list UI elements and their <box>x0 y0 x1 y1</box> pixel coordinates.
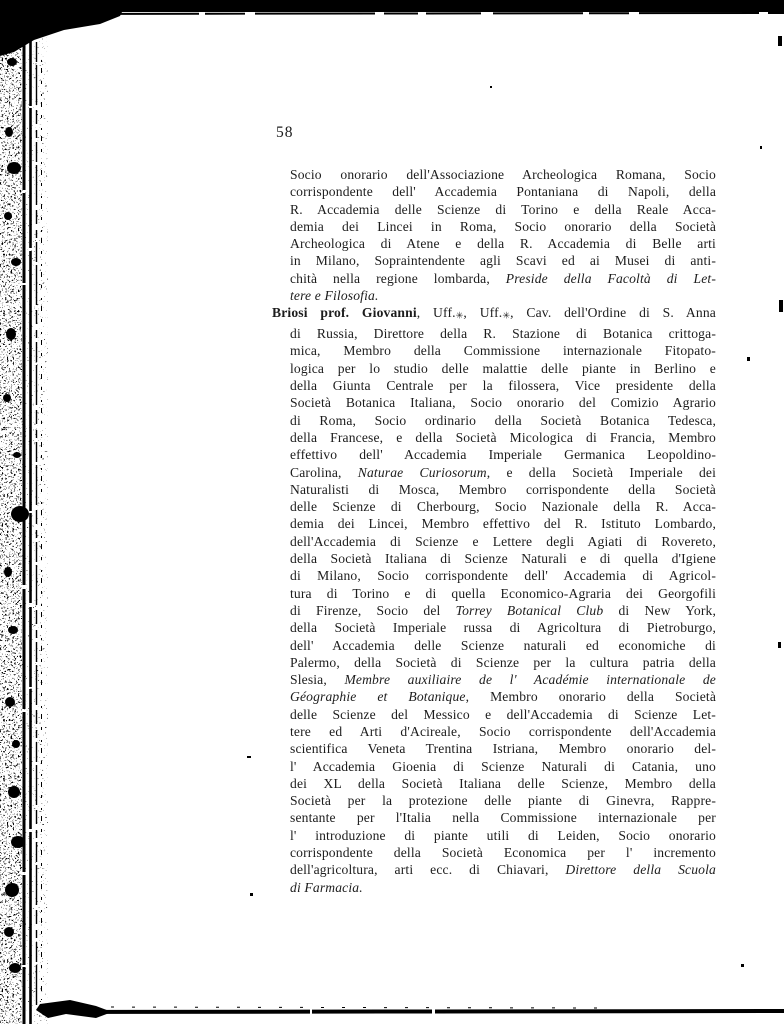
text-line <box>290 166 716 183</box>
text-segment: dell'Accademia di Scienze e Lettere degli Agiati di Rovereto, <box>290 533 716 549</box>
text-segment: l' introduzione di piante utili di Leiden, Socio onorario <box>290 827 716 843</box>
stray-speck <box>250 893 253 896</box>
text-line <box>290 498 716 515</box>
binding-ink-blob <box>9 963 21 973</box>
text-segment: Archeologica di Atene e della R. Accademia di Belle arti <box>290 236 716 252</box>
text-segment: di Roma, Socio ordinario della Società Botanica Tedesca, <box>290 412 716 428</box>
text-segment: Carolina, <box>290 464 358 480</box>
text-segment: in Milano, Sopraintendente agli Scavi ed ai Musei di anti- <box>290 253 716 269</box>
binding-noise-dense <box>0 0 22 1024</box>
text-segment: corrispondente dell' Accademia Pontaniana di Napoli, della <box>290 184 716 200</box>
text-line <box>290 412 716 429</box>
stray-speck <box>247 756 251 758</box>
text-segment: logica per lo studio delle malattie delle piante in Berlino e <box>290 360 716 376</box>
text-line <box>290 533 716 550</box>
text-segment: , Membro onorario della Società <box>465 689 717 705</box>
text-segment: dell'agricoltura, arti ecc. di Chiavari, <box>290 862 566 878</box>
text-segment: Torrey Botanical Club <box>455 602 604 618</box>
text-line <box>290 394 716 411</box>
binding-ink-blob <box>6 328 16 340</box>
binding-ink-blob <box>13 452 21 458</box>
bottom-edge-line <box>50 1011 784 1012</box>
entry-text-block <box>272 166 716 896</box>
order-decoration-symbol: ✳ <box>455 310 464 322</box>
right-edge-speck <box>778 642 781 648</box>
text-line <box>290 671 716 688</box>
binding-ink-blob <box>8 786 20 798</box>
right-edge-speck <box>760 146 762 149</box>
text-line <box>290 637 716 654</box>
text-segment: l' Accademia Gioenia di Scienze Naturali di Catania, uno <box>290 758 716 774</box>
text-line <box>290 446 716 463</box>
text-line <box>290 809 716 826</box>
text-segment: , Uff. <box>416 305 456 321</box>
text-line <box>290 218 716 235</box>
text-segment: chità nella regione lombarda, <box>290 270 506 286</box>
text-line <box>290 654 716 671</box>
text-segment: tere ed Arti d'Acireale, Socio corrispondente dell'Accademia <box>290 724 716 739</box>
text-segment: Società Botanica Italiana, Socio onorario del Comizio Agrario <box>290 395 716 411</box>
text-segment: delle Scienze del Messico e dell'Accademia di Scienze Let- <box>290 706 716 722</box>
top-left-corner-blob <box>0 0 128 56</box>
binding-ink-blob <box>11 836 25 848</box>
text-segment: , Cav. dell'Ordine di S. Anna <box>510 305 716 321</box>
binding-ink-blob <box>7 58 17 66</box>
text-segment: Slesia, <box>290 672 345 688</box>
text-segment: delle Scienze di Cherbourg, Socio Nazionale della R. Acca- <box>290 499 716 515</box>
text-segment: effettivo dell' Accademia Imperiale Germanica Leopoldino- <box>290 447 716 463</box>
top-edge-band <box>0 0 784 12</box>
text-segment: Preside della Facoltà di Let- <box>505 270 716 286</box>
order-decoration-symbol: ✳ <box>502 310 511 322</box>
text-segment: demia dei Lincei, Membro effettivo del R. Istituto Lombardo, <box>290 516 716 532</box>
text-segment: Palermo, della Società di Scienze per la cultura patria della <box>290 654 716 670</box>
text-line <box>290 342 716 359</box>
bottom-left-ink-blob <box>36 1000 112 1018</box>
text-segment: di Russia, Direttore della R. Stazione di Botanica crittoga- <box>290 326 716 342</box>
right-edge-speck <box>741 964 744 967</box>
text-segment: tura di Torino e di quella Economico-Agraria dei Georgofili <box>290 585 716 601</box>
text-segment: sentante per l'Italia nella Commissione internazionale per <box>290 810 716 826</box>
text-line <box>290 360 716 377</box>
binding-ink-blob <box>4 567 12 577</box>
text-segment: corrispondente della Società Economica per l' incremento <box>290 845 716 861</box>
text-line <box>290 879 716 896</box>
text-line <box>290 550 716 567</box>
binding-ink-blob <box>4 212 12 220</box>
binding-ink-blob <box>5 883 19 897</box>
binding-ink-blob <box>11 506 29 522</box>
text-line <box>290 377 716 394</box>
text-segment: R. Accademia delle Scienze di Torino e della Reale Acca- <box>290 201 716 217</box>
text-segment: della Società Italiana di Scienze Naturali e di quella d'Igiene <box>290 551 716 567</box>
binding-ink-blob <box>5 127 13 137</box>
text-line <box>290 235 716 252</box>
text-segment: Società per la protezione delle piante di Ginevra, Rappre- <box>290 793 716 809</box>
bottom-edge-thin-line <box>90 1007 600 1008</box>
binding-ink-blob <box>5 697 15 707</box>
text-line <box>290 792 716 809</box>
text-line <box>290 464 716 481</box>
text-line <box>290 183 716 200</box>
text-segment: di Farmacia. <box>290 879 363 895</box>
text-line <box>290 844 716 861</box>
text-line <box>290 325 716 342</box>
text-line <box>290 201 716 218</box>
right-edge-speck <box>747 357 750 361</box>
text-line <box>290 287 716 304</box>
text-segment: di Milano, Socio corrispondente dell' Accademia di Agricol- <box>290 568 716 584</box>
text-line <box>290 270 716 287</box>
binding-ink-blob <box>12 740 20 748</box>
text-segment: scientifica Veneta Trentina Istriana, Membro onorario del- <box>290 741 716 757</box>
binding-ink-blob <box>8 626 18 634</box>
text-segment: tere e Filosofia. <box>290 288 379 304</box>
text-line <box>290 252 716 269</box>
text-line <box>290 723 716 740</box>
text-line <box>290 585 716 602</box>
text-segment: Géographie et Botanique <box>290 689 466 705</box>
text-line <box>290 481 716 498</box>
binding-noise-sparse <box>20 0 48 1024</box>
text-segment: Socio onorario dell'Associazione Archeologica Romana, Socio <box>290 167 716 182</box>
text-segment: , e della Società Imperiale dei <box>486 464 717 480</box>
entry-continuation-previous <box>272 166 716 304</box>
text-segment: di Firenze, Socio del <box>290 602 456 618</box>
binding-ink-blob <box>3 394 11 402</box>
text-line <box>290 429 716 446</box>
text-segment: Naturae Curiosorum <box>357 464 487 480</box>
text-segment: Briosi prof. Giovanni <box>272 305 417 321</box>
text-line <box>290 602 716 619</box>
text-segment: mica, Membro della Commissione internazionale Fitopato- <box>290 343 716 359</box>
stray-speck <box>490 86 492 88</box>
text-line <box>290 758 716 775</box>
text-segment: della Giunta Centrale per la filossera, Vice presidente della <box>290 378 716 394</box>
text-line <box>290 775 716 792</box>
text-segment: , Uff. <box>463 305 503 321</box>
text-line <box>290 567 716 584</box>
binding-ink-blob <box>4 927 14 937</box>
text-line <box>290 740 716 757</box>
right-edge-speck <box>779 300 783 312</box>
page-number: 58 <box>276 124 294 141</box>
binding-ink-blob <box>7 162 21 174</box>
text-segment: demia dei Lincei in Roma, Socio onorario della Società <box>290 218 716 234</box>
text-line <box>272 304 716 325</box>
text-segment: Naturalisti di Mosca, Membro corrispondente della Società <box>290 481 716 497</box>
text-segment: della Francese, e della Società Micologica di Francia, Membro <box>290 429 716 445</box>
text-segment: di New York, <box>603 602 716 618</box>
text-segment: dei XL della Società Italiana delle Scienze, Membro della <box>290 775 716 791</box>
right-edge-speck <box>778 36 782 46</box>
entry-briosi-giovanni <box>272 304 716 896</box>
text-line <box>290 515 716 532</box>
text-line <box>290 861 716 878</box>
text-line <box>290 619 716 636</box>
text-line <box>290 827 716 844</box>
text-segment: dell' Accademia delle Scienze naturali ed economiche di <box>290 637 716 653</box>
text-segment: Membre auxiliaire de l' Académie internationale de <box>344 672 716 688</box>
binding-ink-blob <box>11 258 21 266</box>
text-line <box>290 688 716 705</box>
text-segment: della Società Imperiale russa di Agricoltura di Pietroburgo, <box>290 620 716 636</box>
text-line <box>290 706 716 723</box>
top-edge-ragged-line <box>0 13 784 14</box>
text-segment: Direttore della Scuola <box>565 862 716 878</box>
